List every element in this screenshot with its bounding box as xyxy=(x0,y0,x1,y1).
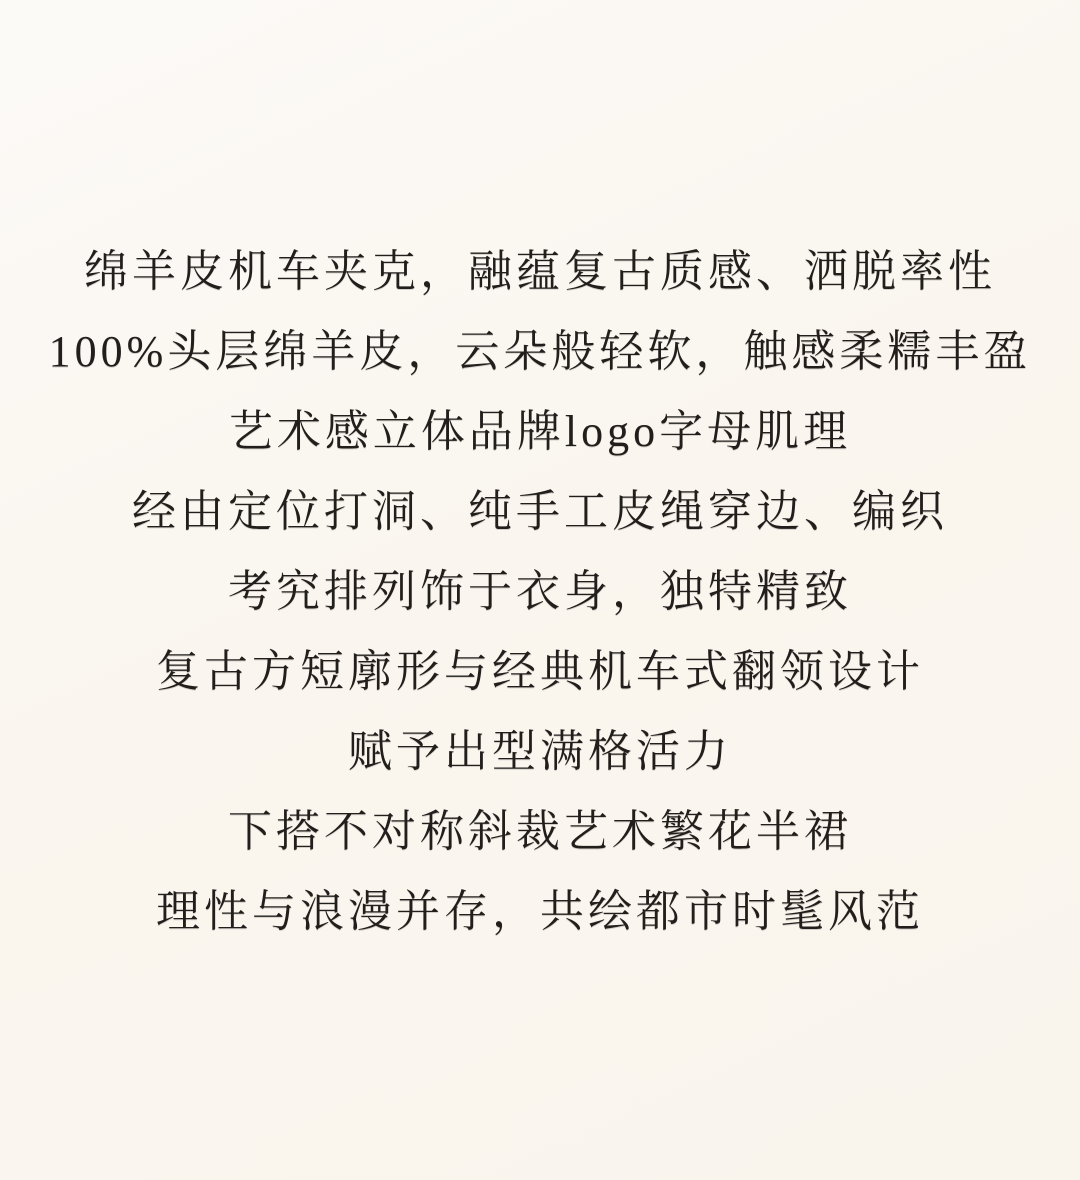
product-description xyxy=(0,232,1080,952)
description-line-1: 绵羊皮机车夹克，融蕴复古质感、洒脱率性 xyxy=(84,247,996,296)
description-line-2: 100%头层绵羊皮，云朵般轻软，触感柔糯丰盈 xyxy=(48,327,1032,376)
description-line-9: 理性与浪漫并存，共绘都市时髦风范 xyxy=(156,887,924,936)
description-line-8: 下搭不对称斜裁艺术繁花半裙 xyxy=(228,807,852,856)
description-line-7: 赋予出型满格活力 xyxy=(348,727,732,776)
description-line-3: 艺术感立体品牌logo字母肌理 xyxy=(228,407,852,456)
description-line-4: 经由定位打洞、纯手工皮绳穿边、编织 xyxy=(132,487,948,536)
description-line-6: 复古方短廓形与经典机车式翻领设计 xyxy=(156,647,924,696)
description-line-5: 考究排列饰于衣身，独特精致 xyxy=(228,567,852,616)
